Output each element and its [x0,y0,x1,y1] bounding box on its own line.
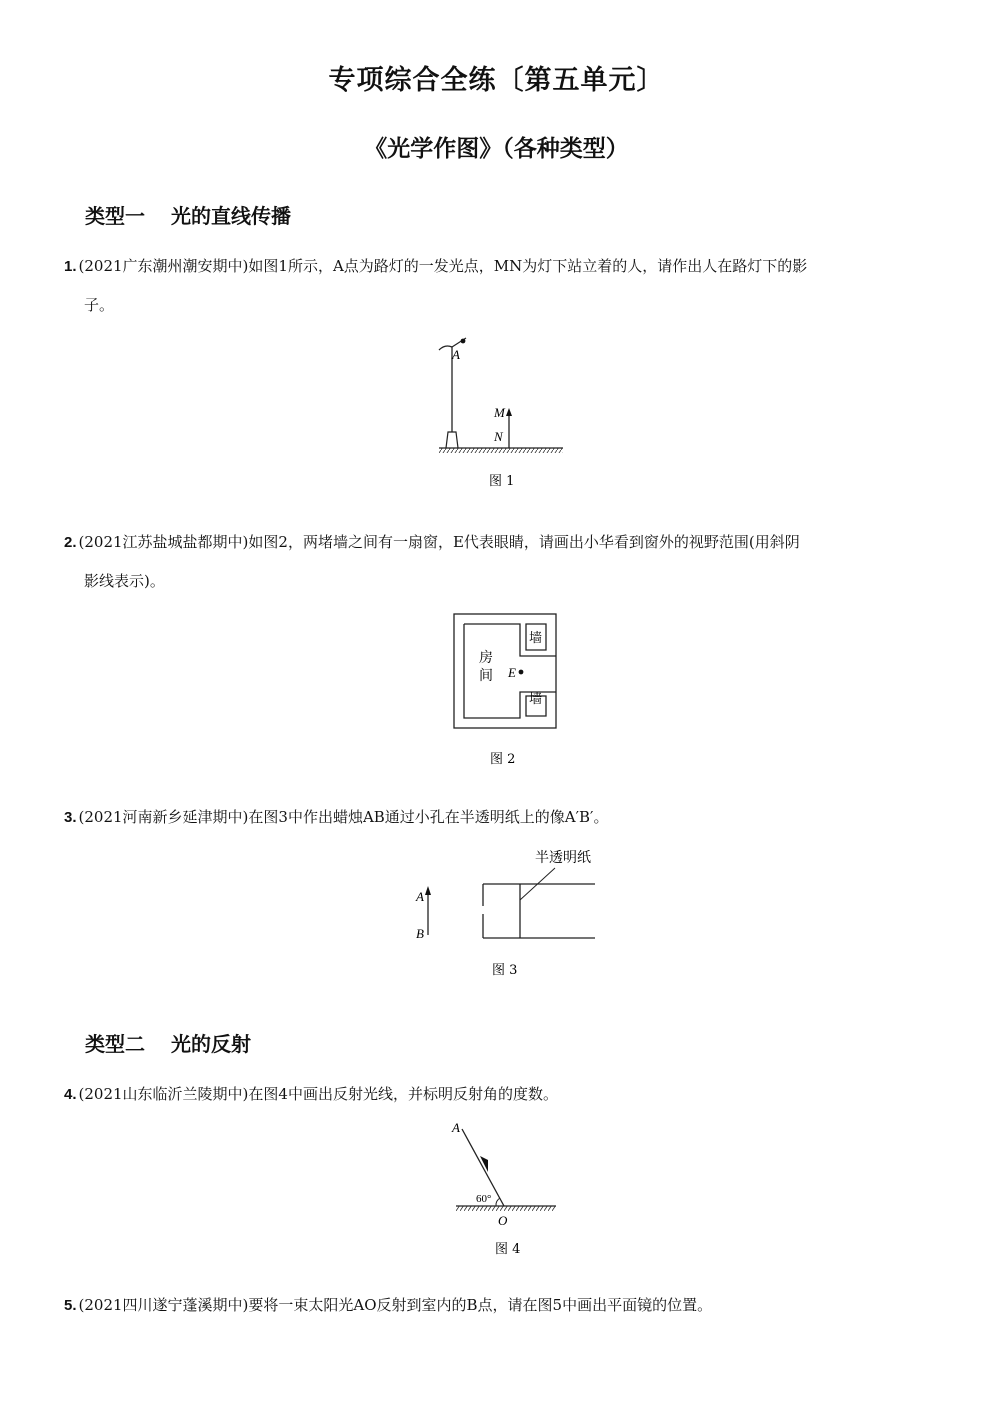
label-a: A [452,347,460,362]
section-name: 光的反射 [171,1032,251,1056]
eye-label: E [508,665,516,680]
question-4 [64,1074,930,1115]
paper-label: 半透明纸 [535,850,591,866]
question-text-cont: 子。 [84,296,115,314]
question-text: (2021山东临沂兰陵期中)在图4中画出反射光线，并标明反射角的度数。 [78,1085,558,1103]
person-mn [506,408,512,448]
figure-4 [440,1115,570,1260]
room-label-1: 房 [479,650,493,666]
question-text: (2021河南新乡延津期中)在图3中作出蜡烛AB通过小孔在半透明纸上的像A′B′。 [78,808,609,826]
question-5 [64,1285,930,1326]
ground [439,448,563,453]
wall-bottom-label: 墙 [529,692,543,707]
eye-point [519,670,524,675]
label-m: M [494,405,505,420]
figure-2 [450,610,562,770]
label-b: B [416,926,424,941]
question-number: 2. [64,534,77,551]
figure-caption: 图 2 [490,752,516,767]
section-label: 类型二 [85,1032,145,1056]
section-name: 光的直线传播 [171,204,291,228]
question-number: 1. [64,258,77,275]
question-number: 5. [64,1297,77,1314]
label-a: A [416,889,424,904]
page-subtitle: 《光学作图》（各种类型） [364,136,629,162]
question-text-cont: 影线表示)。 [84,572,165,590]
page-title: 专项综合全练〔第五单元〕 [328,65,665,96]
section-heading-2 [85,1028,251,1057]
figure-3 [405,840,605,980]
figure-1 [425,330,575,495]
question-number: 4. [64,1086,77,1103]
pinhole-box [483,868,595,938]
question-text: (2021广东潮州潮安期中)如图1所示，A点为路灯的一发光点，MN为灯下站立着的人，请作出人在路灯下的影 [78,257,808,275]
wall-top-label: 墙 [529,631,543,646]
label-a: A [452,1120,460,1135]
section-label: 类型一 [85,204,145,228]
figure-caption: 图 3 [492,963,518,978]
section-heading-1 [85,200,291,229]
label-o: O [498,1213,508,1228]
candle-ab [425,886,431,935]
angle-label: 60° [476,1193,492,1205]
angle-arc [496,1198,500,1206]
question-1 [64,246,930,323]
light-point-a [461,339,466,344]
room-label-2: 间 [479,668,493,684]
question-text: (2021江苏盐城盐都期中)如图2，两堵墙之间有一扇窗，E代表眼睛，请画出小华看到窗外的视野范围(用斜阴 [78,533,800,551]
question-number: 3. [64,809,77,826]
figure-caption: 图 1 [489,474,515,489]
label-n: N [494,429,503,444]
question-text: (2021四川遂宁蓬溪期中)要将一束太阳光AO反射到室内的B点，请在图5中画出平面镜的位置。 [78,1296,713,1314]
figure-caption: 图 4 [495,1242,521,1257]
mirror-surface [456,1206,556,1211]
question-2 [64,522,930,599]
question-3 [64,797,930,838]
